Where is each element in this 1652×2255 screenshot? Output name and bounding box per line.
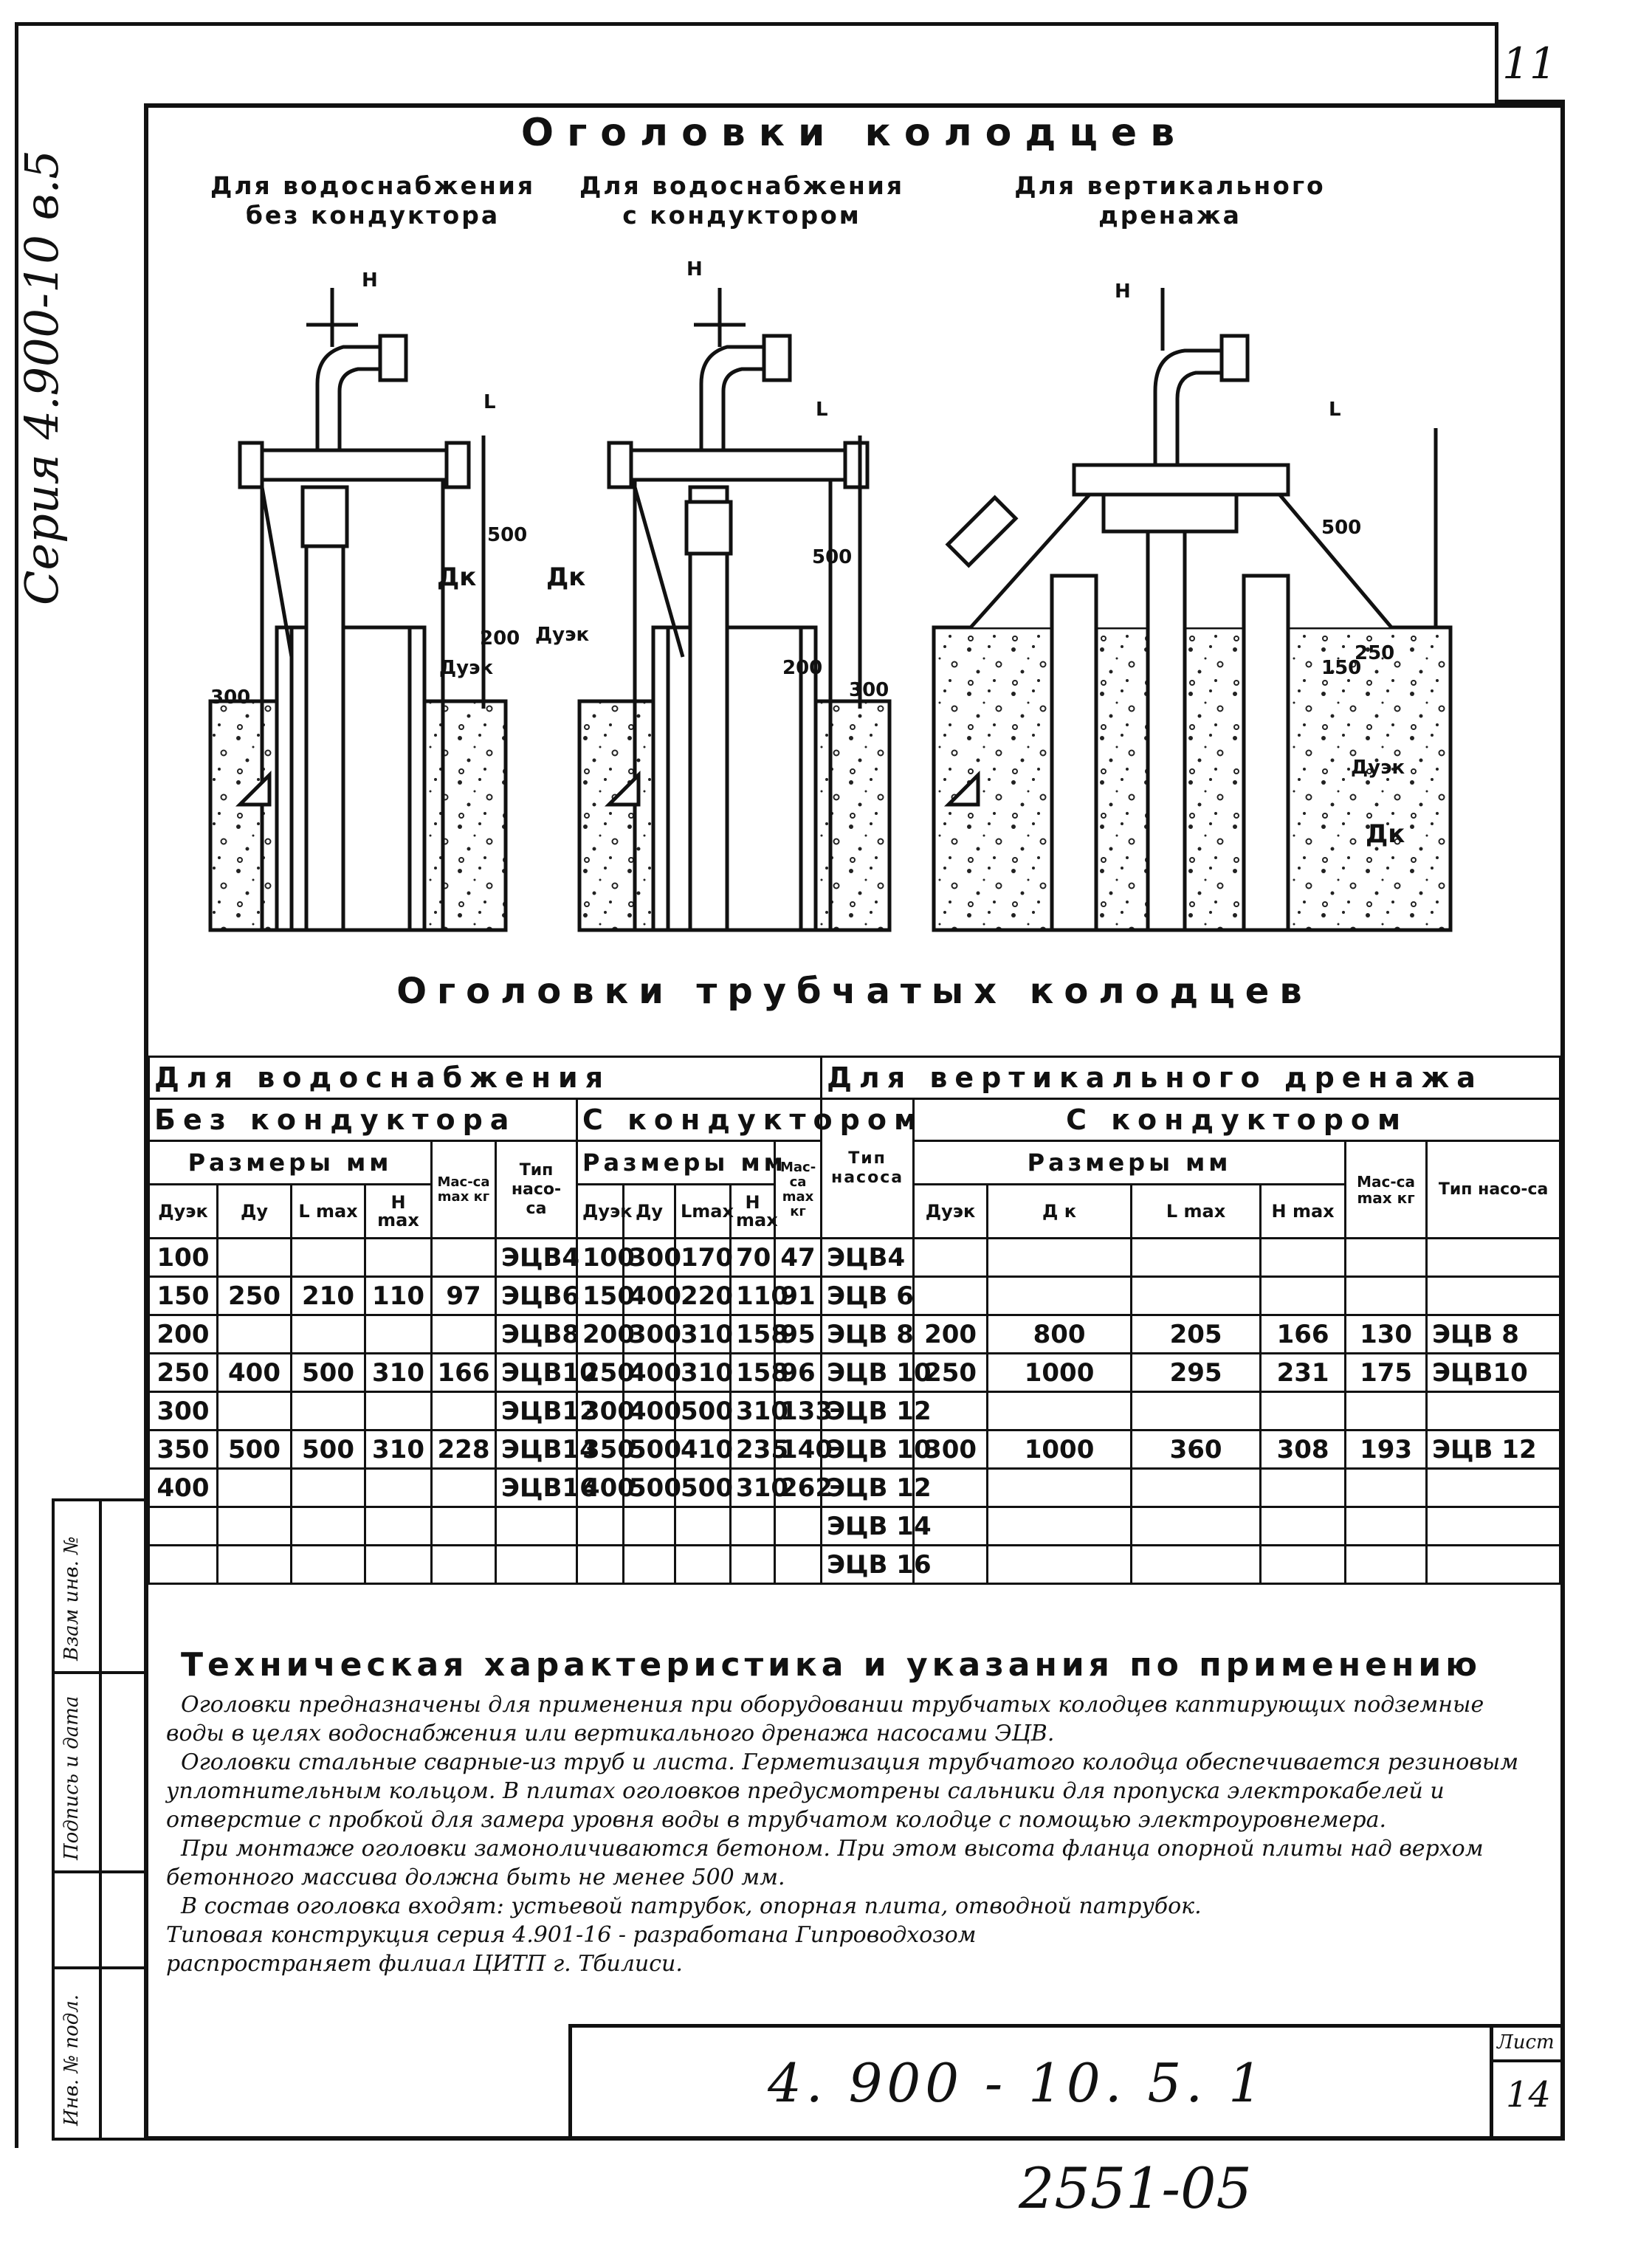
table-cell: 300	[624, 1315, 675, 1354]
table-cell: 350	[577, 1431, 624, 1469]
table-row	[149, 1315, 1560, 1354]
table-cell	[496, 1546, 577, 1584]
table-cell	[675, 1507, 731, 1546]
mass-mid: Мас-са max кг	[775, 1141, 822, 1239]
table-cell: ЭЦВ 10	[822, 1431, 914, 1469]
table-cell	[218, 1546, 292, 1584]
table-cell: 295	[1132, 1354, 1261, 1392]
table-cell	[1346, 1277, 1427, 1315]
table-cell: 400	[149, 1469, 218, 1507]
table-cell	[365, 1469, 432, 1507]
table-cell: ЭЦВ 14	[822, 1507, 914, 1546]
table-cell	[149, 1546, 218, 1584]
table-cell	[1427, 1546, 1560, 1584]
table-cell: 410	[675, 1431, 731, 1469]
table-cell	[1261, 1277, 1346, 1315]
series-label: Серия 4.900-10 в.5	[15, 150, 69, 605]
table-cell: 1000	[988, 1431, 1132, 1469]
col-hmax-mid: H max	[731, 1185, 775, 1239]
table-cell	[292, 1239, 365, 1277]
table-cell: 228	[432, 1431, 496, 1469]
table-cell	[1132, 1507, 1261, 1546]
table-cell: 47	[775, 1239, 822, 1277]
table-cell: 400	[624, 1392, 675, 1431]
table-cell	[775, 1546, 822, 1584]
table-cell: 1000	[988, 1354, 1132, 1392]
table-row	[149, 1469, 1560, 1507]
table-cell: 231	[1261, 1354, 1346, 1392]
table-cell: 400	[624, 1354, 675, 1392]
table-cell	[149, 1507, 218, 1546]
table-cell	[1261, 1239, 1346, 1277]
sizes-left: Размеры мм	[149, 1141, 432, 1185]
col-du-left: Ду	[218, 1185, 292, 1239]
side-label-inv: Инв. № подл.	[61, 1994, 83, 2126]
table-cell: 310	[365, 1354, 432, 1392]
table-cell: ЭЦВ8	[496, 1315, 577, 1354]
table-cell	[218, 1392, 292, 1431]
table-cell	[1427, 1392, 1560, 1431]
table-cell	[1346, 1507, 1427, 1546]
dim-200-1: 200	[480, 627, 520, 650]
table-row	[149, 1354, 1560, 1392]
table-cell	[731, 1546, 775, 1584]
table-cell: 200	[149, 1315, 218, 1354]
table-cell: 500	[292, 1431, 365, 1469]
table-cell	[365, 1392, 432, 1431]
table-cell: ЭЦВ14	[496, 1431, 577, 1469]
side-label-replace: Взам инв. №	[61, 1536, 83, 1661]
table-cell: 97	[432, 1277, 496, 1315]
col-duzk-left: Дуэк	[149, 1185, 218, 1239]
table-cell: 250	[149, 1354, 218, 1392]
table-cell: 500	[218, 1431, 292, 1469]
table-cell	[432, 1507, 496, 1546]
table-cell: ЭЦВ4	[496, 1239, 577, 1277]
stamp-number: 4. 900 - 10. 5. 1	[768, 2052, 1267, 2114]
col-duzk-right: Дуэк	[914, 1185, 988, 1239]
table-cell: ЭЦВ 10	[822, 1354, 914, 1392]
table-cell	[432, 1239, 496, 1277]
sub-with-conductor: С кондуктором	[577, 1099, 822, 1141]
diagram-no-conductor	[210, 288, 506, 930]
table-cell: 210	[292, 1277, 365, 1315]
table-cell: 250	[218, 1277, 292, 1315]
table-cell: 300	[624, 1239, 675, 1277]
table-cell: ЭЦВ 6	[822, 1277, 914, 1315]
table-cell	[1132, 1277, 1261, 1315]
table-cell	[432, 1469, 496, 1507]
sizes-mid: Размеры мм	[577, 1141, 775, 1185]
table-cell	[292, 1392, 365, 1431]
table-cell	[577, 1546, 624, 1584]
dim-250: 250	[1355, 642, 1395, 664]
table-cell	[624, 1507, 675, 1546]
table-cell	[292, 1546, 365, 1584]
dim-500-2: 500	[812, 546, 853, 568]
pump-type-header-mid: Тип насоса	[822, 1099, 914, 1239]
spec-table	[148, 1056, 1561, 1585]
table-cell	[988, 1277, 1132, 1315]
table-cell: 400	[624, 1277, 675, 1315]
col-hmax-right: H max	[1261, 1185, 1346, 1239]
sub-right-conductor: С кондуктором	[914, 1099, 1560, 1141]
table-cell: 250	[914, 1354, 988, 1392]
table-cell	[1132, 1546, 1261, 1584]
well-head-drawings	[144, 244, 1565, 945]
table-cell: 308	[1261, 1431, 1346, 1469]
table-row	[149, 1277, 1560, 1315]
table-cell: 400	[577, 1469, 624, 1507]
table-row	[149, 1392, 1560, 1431]
dim-300-2: 300	[849, 679, 889, 701]
table-cell	[1346, 1392, 1427, 1431]
table-cell	[1427, 1469, 1560, 1507]
table-cell: 300	[914, 1431, 988, 1469]
table-cell: ЭЦВ 12	[822, 1469, 914, 1507]
sheet-label: Лист	[1497, 2031, 1555, 2053]
table-cell: ЭЦВ12	[496, 1392, 577, 1431]
table-cell	[1346, 1546, 1427, 1584]
table-cell: 205	[1132, 1315, 1261, 1354]
table-cell	[1261, 1507, 1346, 1546]
caption-with-conductor: Для водоснабжения с кондуктором	[579, 171, 905, 230]
table-cell: 310	[675, 1315, 731, 1354]
tech-title: Техническая характеристика и указания по применению	[181, 1646, 1481, 1684]
table-cell: ЭЦВ 12	[822, 1392, 914, 1431]
handwritten-number: 2551-05	[1019, 2155, 1252, 2221]
table-cell: 360	[1132, 1431, 1261, 1469]
table-cell	[624, 1546, 675, 1584]
mass-right: Мас-са max кг	[1346, 1141, 1427, 1239]
table-cell: ЭЦВ 8	[1427, 1315, 1560, 1354]
dim-duzk-2: Дуэк	[535, 624, 590, 646]
table-cell	[292, 1315, 365, 1354]
table-cell: 800	[988, 1315, 1132, 1354]
table-cell: 310	[675, 1354, 731, 1392]
table-cell: 220	[675, 1277, 731, 1315]
table-cell: ЭЦВ 12	[1427, 1431, 1560, 1469]
dim-500-1: 500	[487, 524, 528, 546]
sizes-right: Размеры мм	[914, 1141, 1346, 1185]
table-cell: 96	[775, 1354, 822, 1392]
dim-dk-1: Дк	[437, 562, 477, 592]
table-cell: ЭЦВ 8	[822, 1315, 914, 1354]
table-cell: ЭЦВ16	[496, 1469, 577, 1507]
dim-200-2: 200	[782, 657, 823, 679]
table-cell	[1132, 1392, 1261, 1431]
table-cell	[1346, 1469, 1427, 1507]
tech-notes	[166, 1690, 1546, 1978]
table-cell	[1346, 1239, 1427, 1277]
table-cell	[432, 1546, 496, 1584]
type-left: Тип насо-са	[496, 1141, 577, 1239]
table-cell: 133	[775, 1392, 822, 1431]
table-row	[149, 1507, 1560, 1546]
diagram-with-conductor	[579, 288, 889, 930]
table-cell: 400	[218, 1354, 292, 1392]
table-cell: 130	[1346, 1315, 1427, 1354]
col-lmax-mid: Lmax	[675, 1185, 731, 1239]
table-cell: 250	[577, 1354, 624, 1392]
table-cell: ЭЦВ 16	[822, 1546, 914, 1584]
table-cell	[1427, 1277, 1560, 1315]
mass-left: Мас-са max кг	[432, 1141, 496, 1239]
dim-h-1: Н	[362, 269, 378, 292]
table-cell: ЭЦВ10	[1427, 1354, 1560, 1392]
table-cell	[988, 1469, 1132, 1507]
table-cell	[675, 1546, 731, 1584]
table-cell	[914, 1239, 988, 1277]
table-cell	[365, 1315, 432, 1354]
col-lmax-left: L max	[292, 1185, 365, 1239]
tech-paragraph-3: При монтаже оголовки замоноличиваются бетоном. При этом высота фланца опорной плиты над верхом бетонного массива должна быть не менее 500 мм.	[166, 1836, 1484, 1890]
table-cell: 91	[775, 1277, 822, 1315]
table-row	[149, 1239, 1560, 1277]
table-cell: 95	[775, 1315, 822, 1354]
table-cell	[365, 1239, 432, 1277]
table-cell	[1261, 1546, 1346, 1584]
col-duzk-mid: Дуэк	[577, 1185, 624, 1239]
table-cell: ЭЦВ4	[822, 1239, 914, 1277]
table-row	[149, 1546, 1560, 1584]
table-cell: 235	[731, 1431, 775, 1469]
dim-h-3: Н	[1115, 280, 1131, 303]
sheet-value: 14	[1506, 2074, 1552, 2115]
table-cell	[292, 1507, 365, 1546]
tech-paragraph-2: Оголовки стальные сварные-из труб и листа. Герметизация трубчатого колодца обеспечивается резиновым уплотнительным кольцом. В плитах оголовков предусмотрены сальники для пропуска электрокабелей и отверстие с пробкой для замера уровня воды в трубчатом колодце с помощью электроуровнемера.	[166, 1749, 1519, 1833]
table-cell: 300	[149, 1392, 218, 1431]
table-cell: 70	[731, 1239, 775, 1277]
table-cell	[988, 1546, 1132, 1584]
page-title: Оголовки колодцев	[520, 111, 1188, 155]
sub-no-conductor: Без кондуктора	[149, 1099, 577, 1141]
table-cell	[496, 1507, 577, 1546]
table-cell	[218, 1469, 292, 1507]
table-cell: 200	[914, 1315, 988, 1354]
table-cell: 166	[432, 1354, 496, 1392]
table-cell	[432, 1392, 496, 1431]
page-number: 11	[1502, 38, 1557, 89]
table-cell: 310	[731, 1469, 775, 1507]
table-cell	[1261, 1392, 1346, 1431]
dim-duzk-1: Дуэк	[439, 657, 494, 679]
dim-500-3: 500	[1321, 517, 1362, 539]
col-hmax-left: H max	[365, 1185, 432, 1239]
dim-150: 150	[1321, 657, 1362, 679]
table-cell	[1427, 1239, 1560, 1277]
table-cell: 262	[775, 1469, 822, 1507]
table-cell: 150	[577, 1277, 624, 1315]
table-cell: 350	[149, 1431, 218, 1469]
table-cell	[432, 1315, 496, 1354]
dim-dk-2: Дк	[546, 562, 586, 592]
table-cell: 300	[577, 1392, 624, 1431]
table-cell: 500	[624, 1469, 675, 1507]
table-cell	[1261, 1469, 1346, 1507]
table-cell: 310	[731, 1392, 775, 1431]
table-cell: 100	[577, 1239, 624, 1277]
table-cell	[1132, 1469, 1261, 1507]
table-cell: 500	[675, 1392, 731, 1431]
col-dk-right: Д к	[988, 1185, 1132, 1239]
table-cell: 140	[775, 1431, 822, 1469]
table-cell: 500	[624, 1431, 675, 1469]
dim-duzk-3: Дуэк	[1351, 757, 1405, 779]
table-cell: 158	[731, 1354, 775, 1392]
group-water-supply: Для водоснабжения	[149, 1057, 822, 1099]
table-cell: 166	[1261, 1315, 1346, 1354]
table-cell	[988, 1239, 1132, 1277]
dim-l-3: L	[1329, 399, 1341, 421]
tech-paragraph-1: Оголовки предназначены для применения при оборудовании трубчатых колодцев каптирующих подземные воды в целях водоснабжения или вертикального дренажа насосами ЭЦВ.	[166, 1692, 1484, 1746]
tech-paragraph-4: В состав оголовка входят: устьевой патрубок, опорная плита, отводной патрубок.	[181, 1893, 1202, 1919]
table-cell	[365, 1507, 432, 1546]
table-cell: 100	[149, 1239, 218, 1277]
table-cell	[218, 1507, 292, 1546]
table-cell	[775, 1507, 822, 1546]
dim-l-1: L	[483, 391, 496, 413]
table-cell	[731, 1507, 775, 1546]
table-cell: 500	[292, 1354, 365, 1392]
section-subtitle: Оголовки трубчатых колодцев	[396, 971, 1312, 1012]
table-cell	[577, 1507, 624, 1546]
dim-h-2: Н	[686, 258, 703, 280]
dim-dk-3: Дк	[1366, 819, 1405, 849]
table-cell	[218, 1239, 292, 1277]
table-cell: 158	[731, 1315, 775, 1354]
table-cell	[914, 1277, 988, 1315]
table-cell: 110	[731, 1277, 775, 1315]
table-cell	[988, 1392, 1132, 1431]
table-row	[149, 1431, 1560, 1469]
side-label-sign: Подпись и дата	[61, 1695, 83, 1860]
table-cell: 193	[1346, 1431, 1427, 1469]
table-cell: 500	[675, 1469, 731, 1507]
caption-no-conductor: Для водоснабжения без кондуктора	[210, 171, 536, 230]
table-cell	[988, 1507, 1132, 1546]
table-cell: 150	[149, 1277, 218, 1315]
type-right: Тип насо-са	[1427, 1141, 1560, 1239]
table-cell: 200	[577, 1315, 624, 1354]
dim-l-2: L	[816, 399, 828, 421]
table-cell	[1132, 1239, 1261, 1277]
tech-paragraph-6: распространяет филиал ЦИТП г. Тбилиси.	[166, 1951, 683, 1977]
dim-300-1: 300	[210, 686, 251, 709]
table-cell: ЭЦВ10	[496, 1354, 577, 1392]
table-cell	[1427, 1507, 1560, 1546]
table-cell	[292, 1469, 365, 1507]
top-rule	[15, 22, 1498, 26]
table-cell	[365, 1546, 432, 1584]
caption-drainage: Для вертикального дренажа	[1014, 171, 1326, 230]
col-du-mid: Ду	[624, 1185, 675, 1239]
table-cell: ЭЦВ6	[496, 1277, 577, 1315]
table-cell: 175	[1346, 1354, 1427, 1392]
tech-paragraph-5: Типовая конструкция серия 4.901-16 - разработана Гипроводхозом	[166, 1922, 977, 1948]
table-cell: 310	[365, 1431, 432, 1469]
group-drainage: Для вертикального дренажа	[822, 1057, 1560, 1099]
table-cell	[218, 1315, 292, 1354]
table-cell: 170	[675, 1239, 731, 1277]
col-lmax-right: L max	[1132, 1185, 1261, 1239]
spec-table-body	[149, 1239, 1560, 1584]
table-cell: 110	[365, 1277, 432, 1315]
